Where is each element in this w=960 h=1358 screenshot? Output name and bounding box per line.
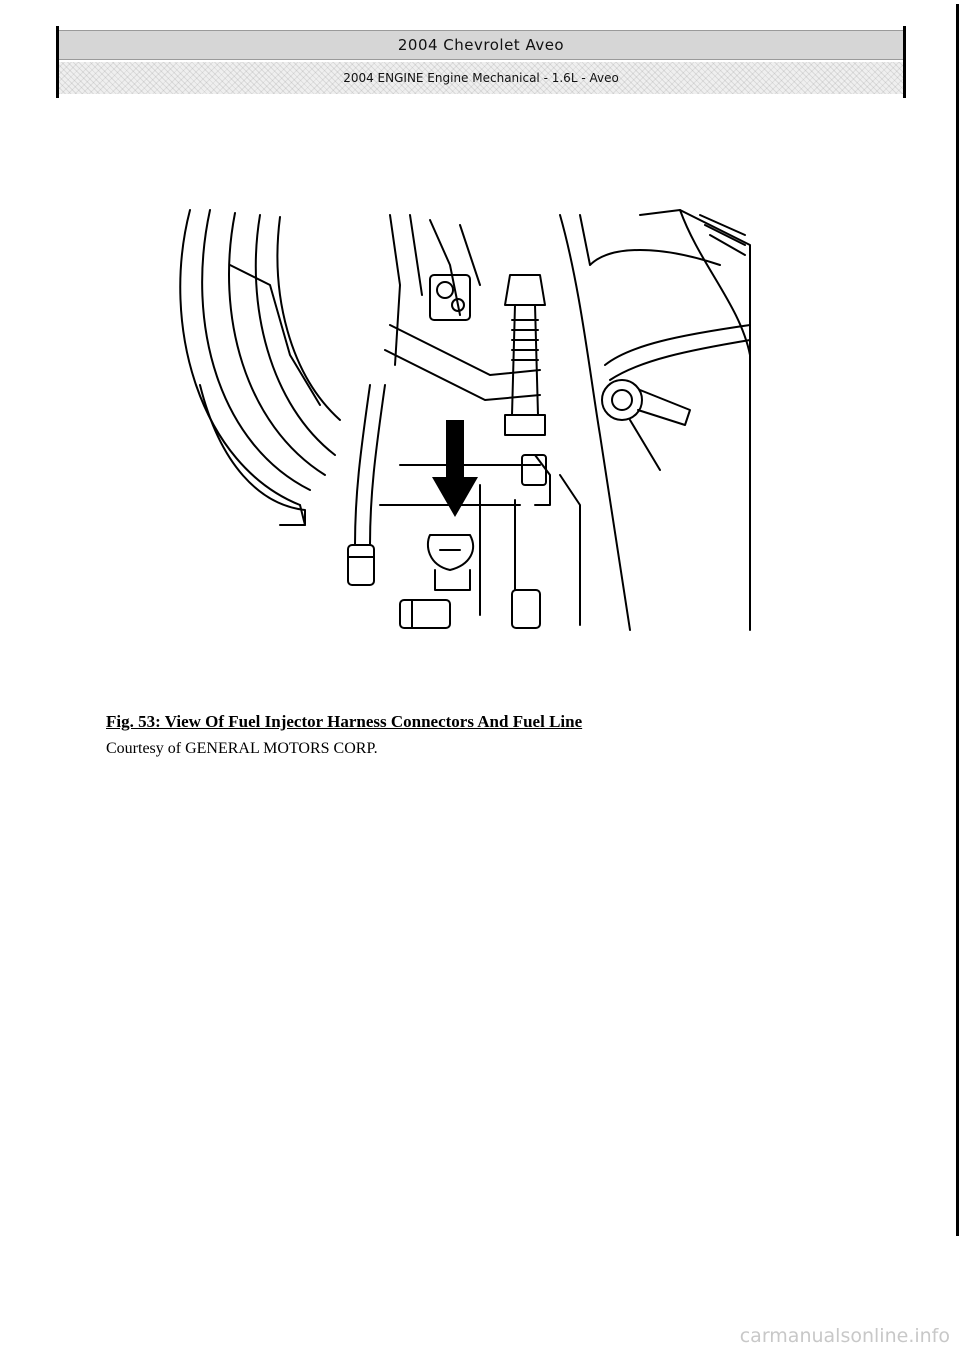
fuel-injector-illustration — [160, 205, 760, 635]
page-border-right — [956, 4, 959, 1236]
watermark-text: carmanualsonline.info — [739, 1325, 950, 1347]
page-header — [56, 26, 906, 98]
figure-credit: Courtesy of GENERAL MOTORS CORP. — [106, 740, 378, 757]
document-title: 2004 Chevrolet Aveo — [59, 30, 903, 60]
document-subtitle: 2004 ENGINE Engine Mechanical - 1.6L - Aveo — [59, 62, 903, 94]
figure-caption: Fig. 53: View Of Fuel Injector Harness Connectors And Fuel Line — [106, 712, 583, 731]
